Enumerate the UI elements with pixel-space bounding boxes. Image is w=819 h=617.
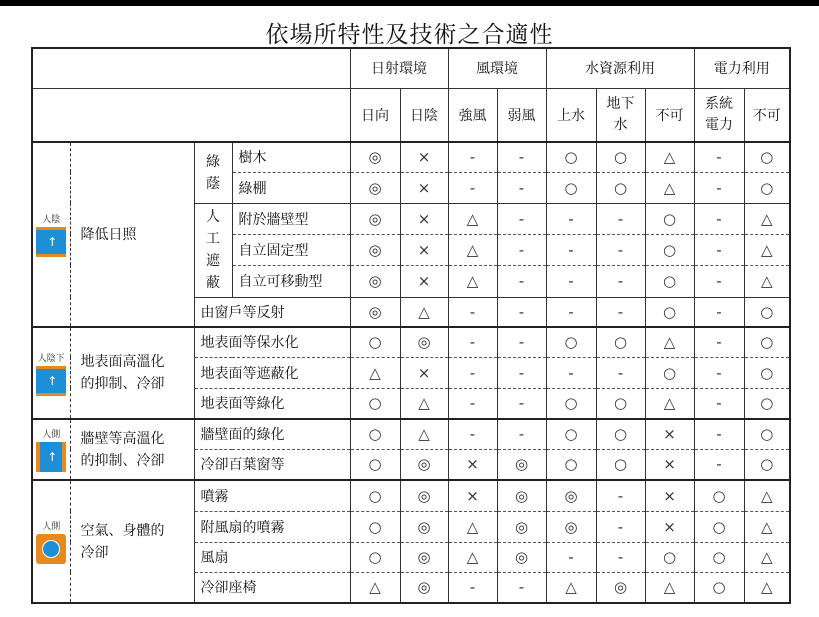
symbol-cell: ○: [744, 449, 790, 480]
symbol-cell: -: [497, 297, 546, 327]
symbol-cell: ◎: [350, 172, 400, 203]
shade-tile-icon: [36, 227, 66, 257]
subgroup-green-shade: 綠 蔭: [194, 142, 232, 203]
symbol-cell: ○: [546, 388, 596, 419]
symbol-cell: ◎: [546, 480, 596, 511]
row-label: 由窗戶等反射: [194, 297, 350, 327]
symbol-cell: -: [546, 357, 596, 388]
symbol-cell: ○: [645, 203, 694, 234]
symbol-cell: ◎: [350, 142, 400, 172]
symbol-cell: -: [694, 388, 744, 419]
symbol-cell: ○: [546, 449, 596, 480]
symbol-cell: ◎: [497, 542, 546, 572]
symbol-cell: -: [694, 234, 744, 265]
symbol-cell: ◎: [400, 449, 448, 480]
suitability-table: [31, 47, 791, 604]
symbol-cell: △: [744, 542, 790, 572]
section-label-ground: 地表面高溫化 的抑制、冷卻: [70, 327, 194, 419]
symbol-cell: ◎: [497, 449, 546, 480]
header-sub-groundwater: 地下 水: [596, 88, 645, 142]
symbol-cell: -: [448, 388, 497, 419]
symbol-cell: ○: [350, 511, 400, 542]
symbol-cell: ○: [645, 265, 694, 297]
symbol-cell: ○: [596, 449, 645, 480]
symbol-cell: ◎: [497, 480, 546, 511]
symbol-cell: △: [400, 388, 448, 419]
person-icon: ↑: [47, 450, 58, 464]
symbol-cell: -: [546, 297, 596, 327]
icon-caption: 人陰下: [37, 353, 65, 364]
symbol-cell: ◎: [400, 480, 448, 511]
subgroup-artificial-shade: 人 工 遮 蔽: [194, 203, 232, 297]
wall-tile-icon: [36, 442, 66, 472]
symbol-cell: -: [546, 203, 596, 234]
page-title: 依場所特性及技術之合適性: [265, 22, 554, 48]
symbol-cell: △: [744, 265, 790, 297]
symbol-cell: -: [596, 357, 645, 388]
symbol-cell: △: [448, 542, 497, 572]
wall-cooling-icon: [36, 427, 66, 472]
symbol-cell: ◎: [350, 234, 400, 265]
symbol-cell: ○: [350, 419, 400, 449]
symbol-cell: ×: [645, 419, 694, 449]
section-icon-ground: [32, 327, 70, 419]
symbol-cell: ◎: [400, 511, 448, 542]
symbol-cell: ◎: [350, 203, 400, 234]
symbol-cell: -: [596, 480, 645, 511]
symbol-cell: ○: [596, 419, 645, 449]
symbol-cell: -: [497, 203, 546, 234]
symbol-cell: -: [596, 511, 645, 542]
header-blank-bottom: [32, 88, 350, 142]
symbol-cell: △: [448, 265, 497, 297]
symbol-cell: -: [694, 142, 744, 172]
header-group-water: 水資源利用: [546, 48, 694, 88]
symbol-cell: ○: [744, 419, 790, 449]
icon-caption: 人陰: [42, 215, 61, 225]
header-sub-water-none: 不可: [645, 88, 694, 142]
symbol-cell: ◎: [350, 297, 400, 327]
symbol-cell: ×: [400, 234, 448, 265]
person-icon: ↑: [47, 373, 58, 388]
symbol-cell: -: [497, 357, 546, 388]
symbol-cell: -: [694, 297, 744, 327]
symbol-cell: -: [596, 542, 645, 572]
row-label: 自立可移動型: [232, 265, 350, 297]
row-label: 風扇: [194, 542, 350, 572]
symbol-cell: -: [497, 172, 546, 203]
section-label-reduce-sun: 降低日照: [70, 142, 194, 327]
symbol-cell: △: [448, 511, 497, 542]
air-tile-icon: [36, 534, 66, 564]
symbol-cell: ×: [400, 203, 448, 234]
symbol-cell: -: [546, 265, 596, 297]
symbol-cell: -: [497, 419, 546, 449]
icon-caption: 人側: [42, 522, 61, 532]
symbol-cell: -: [497, 327, 546, 357]
ground-cooling-icon: [36, 351, 66, 396]
symbol-cell: -: [497, 234, 546, 265]
header-group-power: 電力利用: [694, 48, 790, 88]
symbol-cell: △: [744, 511, 790, 542]
symbol-cell: -: [546, 234, 596, 265]
symbol-cell: -: [596, 203, 645, 234]
section-label-wall: 牆壁等高溫化 的抑制、冷卻: [70, 419, 194, 480]
symbol-cell: -: [448, 357, 497, 388]
symbol-cell: -: [448, 142, 497, 172]
section-icon-air: [32, 480, 70, 603]
symbol-cell: -: [497, 265, 546, 297]
icon-caption: 人側: [42, 430, 61, 440]
symbol-cell: -: [497, 572, 546, 603]
symbol-cell: ○: [694, 480, 744, 511]
symbol-cell: -: [448, 572, 497, 603]
row-label: 樹木: [232, 142, 350, 172]
symbol-cell: ×: [400, 142, 448, 172]
symbol-cell: ×: [400, 172, 448, 203]
symbol-cell: ○: [744, 297, 790, 327]
symbol-cell: ○: [744, 142, 790, 172]
header-group-wind: 風環境: [448, 48, 546, 88]
header-sub-grid-power: 系統 電力: [694, 88, 744, 142]
symbol-cell: ○: [744, 388, 790, 419]
symbol-cell: ○: [350, 480, 400, 511]
symbol-cell: ○: [350, 542, 400, 572]
row-label: 噴霧: [194, 480, 350, 511]
symbol-cell: ×: [645, 480, 694, 511]
section-icon-shade: [32, 142, 70, 327]
symbol-cell: ×: [448, 480, 497, 511]
symbol-cell: -: [694, 265, 744, 297]
header-sub-sunny: 日向: [350, 88, 400, 142]
row-label: 附風扇的噴霧: [194, 511, 350, 542]
header-sub-row: [32, 88, 790, 142]
symbol-cell: ○: [546, 327, 596, 357]
symbol-cell: -: [694, 327, 744, 357]
symbol-cell: △: [400, 297, 448, 327]
symbol-cell: ×: [400, 265, 448, 297]
header-sub-weak-wind: 弱風: [497, 88, 546, 142]
symbol-cell: ○: [350, 449, 400, 480]
header-sub-strong-wind: 強風: [448, 88, 497, 142]
symbol-cell: △: [400, 419, 448, 449]
symbol-cell: -: [694, 419, 744, 449]
symbol-cell: ◎: [400, 572, 448, 603]
symbol-cell: ○: [694, 511, 744, 542]
row-label: 綠棚: [232, 172, 350, 203]
symbol-cell: -: [694, 357, 744, 388]
symbol-cell: -: [596, 297, 645, 327]
row-label: 牆壁面的綠化: [194, 419, 350, 449]
symbol-cell: -: [497, 388, 546, 419]
symbol-cell: △: [448, 234, 497, 265]
row-label: 附於牆壁型: [232, 203, 350, 234]
row-label: 地表面等遮蔽化: [194, 357, 350, 388]
symbol-cell: ○: [546, 419, 596, 449]
row-label: 自立固定型: [232, 234, 350, 265]
symbol-cell: △: [546, 572, 596, 603]
symbol-cell: -: [596, 265, 645, 297]
table-row: [32, 327, 790, 357]
symbol-cell: ◎: [400, 542, 448, 572]
symbol-cell: ○: [694, 542, 744, 572]
symbol-cell: ×: [645, 511, 694, 542]
symbol-cell: ○: [744, 172, 790, 203]
header-group-sunlight: 日射環境: [350, 48, 448, 88]
symbol-cell: -: [694, 449, 744, 480]
symbol-cell: ×: [448, 449, 497, 480]
header-group-row: [32, 48, 790, 88]
shade-icon: [36, 212, 66, 257]
symbol-cell: -: [448, 419, 497, 449]
header-sub-shade: 日陰: [400, 88, 448, 142]
symbol-cell: △: [350, 357, 400, 388]
symbol-cell: ◎: [350, 265, 400, 297]
symbol-cell: ○: [744, 327, 790, 357]
symbol-cell: ○: [645, 542, 694, 572]
section-label-air: 空氣、身體的 冷卻: [70, 480, 194, 603]
section-icon-wall: [32, 419, 70, 480]
symbol-cell: -: [596, 234, 645, 265]
symbol-cell: -: [448, 327, 497, 357]
symbol-cell: ○: [694, 572, 744, 603]
symbol-cell: △: [645, 172, 694, 203]
header-sub-tap-water: 上水: [546, 88, 596, 142]
symbol-cell: △: [448, 203, 497, 234]
symbol-cell: △: [645, 388, 694, 419]
symbol-cell: ○: [596, 388, 645, 419]
symbol-cell: ◎: [400, 327, 448, 357]
header-blank-top: [32, 48, 350, 88]
header-sub-power-none: 不可: [744, 88, 790, 142]
symbol-cell: △: [744, 572, 790, 603]
symbol-cell: △: [645, 327, 694, 357]
symbol-cell: ○: [645, 297, 694, 327]
symbol-cell: ○: [645, 357, 694, 388]
symbol-cell: ○: [596, 327, 645, 357]
symbol-cell: ○: [350, 388, 400, 419]
ground-tile-icon: [36, 366, 66, 396]
row-label: 地表面等保水化: [194, 327, 350, 357]
row-label: 冷卻座椅: [194, 572, 350, 603]
symbol-cell: -: [546, 542, 596, 572]
symbol-cell: ○: [546, 142, 596, 172]
symbol-cell: ×: [400, 357, 448, 388]
symbol-cell: ◎: [596, 572, 645, 603]
symbol-cell: -: [694, 203, 744, 234]
symbol-cell: -: [448, 297, 497, 327]
table-row: [32, 480, 790, 511]
row-label: 地表面等綠化: [194, 388, 350, 419]
symbol-cell: ○: [596, 172, 645, 203]
symbol-cell: ○: [744, 357, 790, 388]
table-row: [32, 142, 790, 172]
symbol-cell: △: [645, 572, 694, 603]
row-label: 冷卻百葉窗等: [194, 449, 350, 480]
symbol-cell: △: [744, 234, 790, 265]
circle-icon: [42, 540, 60, 558]
air-cooling-icon: [36, 519, 66, 564]
symbol-cell: ○: [645, 234, 694, 265]
symbol-cell: ◎: [546, 511, 596, 542]
symbol-cell: ○: [546, 172, 596, 203]
table-row: [32, 419, 790, 449]
symbol-cell: △: [744, 480, 790, 511]
person-icon: ↑: [47, 235, 58, 249]
symbol-cell: ○: [350, 327, 400, 357]
symbol-cell: △: [645, 142, 694, 172]
symbol-cell: -: [497, 142, 546, 172]
symbol-cell: △: [350, 572, 400, 603]
symbol-cell: ×: [645, 449, 694, 480]
symbol-cell: ◎: [497, 511, 546, 542]
symbol-cell: △: [744, 203, 790, 234]
symbol-cell: ○: [596, 142, 645, 172]
symbol-cell: -: [694, 172, 744, 203]
symbol-cell: -: [448, 172, 497, 203]
